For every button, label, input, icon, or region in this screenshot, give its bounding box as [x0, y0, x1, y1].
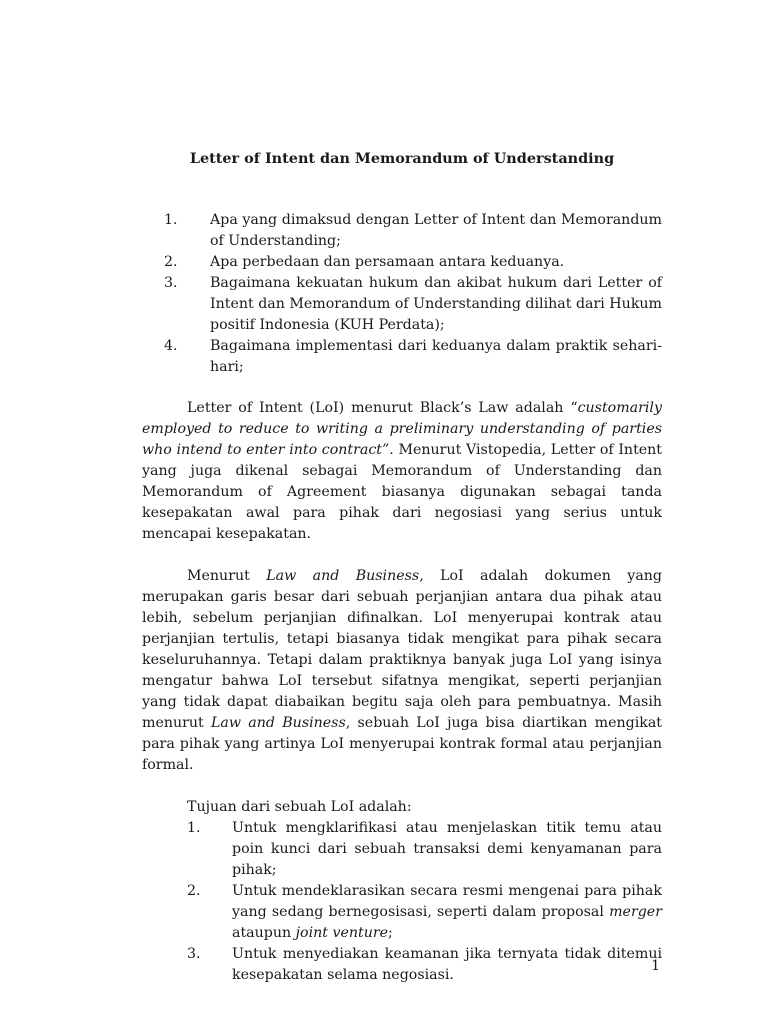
page-number: 1 — [651, 958, 660, 974]
paragraph-text: Menurut — [187, 568, 267, 584]
question-item — [142, 273, 662, 336]
goals-list — [142, 818, 662, 986]
goal-number: 1. — [187, 820, 201, 836]
goal-item — [142, 818, 662, 881]
question-item — [142, 252, 662, 273]
goal-number: 3. — [187, 946, 201, 962]
question-number: 2. — [164, 254, 178, 270]
question-number: 1. — [164, 212, 178, 228]
question-list — [142, 210, 662, 378]
goal-item — [142, 881, 662, 944]
goal-item — [142, 944, 662, 986]
question-text: Bagaimana kekuatan hukum dan akibat hukum dari Letter of Intent dan Memorandum of Understanding dilihat dari Hukum positif Indonesia (KUH Perdata); — [210, 275, 663, 333]
source-citation: Law and Business — [211, 715, 346, 731]
goal-number: 2. — [187, 883, 201, 899]
blacks-law-quote: customarily employed to reduce to writing a preliminary understanding of parties who intend to enter into contract”. — [142, 400, 662, 458]
goal-text: Untuk menyediakan keamanan jika ternyata tidak ditemui kesepakatan selama negosiasi. — [232, 946, 662, 983]
page-content — [142, 148, 662, 986]
document-title: Letter of Intent dan Memorandum of Understanding — [189, 150, 615, 167]
goals-intro: Tujuan dari sebuah LoI adalah: — [187, 799, 412, 815]
paragraph-text: Letter of Intent (LoI) menurut Black’s Law adalah “ — [187, 400, 578, 416]
question-text: Apa perbedaan dan persamaan antara keduanya. — [210, 254, 565, 270]
paragraph-text: , sebuah LoI juga bisa diartikan mengikat para pihak yang artinya LoI menyerupai kontrak formal atau perjanjian formal. — [142, 715, 662, 773]
question-number: 3. — [164, 275, 178, 291]
merger-term: merger — [609, 904, 662, 920]
paragraph-blacks-law — [142, 398, 662, 545]
question-text: Bagaimana implementasi dari keduanya dalam praktik sehari-hari; — [210, 338, 662, 375]
goal-text-part: Untuk mendeklarasikan secara resmi mengenai para pihak yang sedang bernegosisasi, seperti dalam proposal — [232, 883, 662, 920]
goal-text: Untuk mengklarifikasi atau menjelaskan titik temu atau poin kunci dari sebuah transaksi demi kenyamanan para pihak; — [232, 820, 662, 878]
question-item — [142, 210, 662, 252]
goal-text — [232, 881, 662, 944]
goal-text-part: ; — [388, 925, 393, 941]
question-number: 4. — [164, 338, 178, 354]
question-text: Apa yang dimaksud dengan Letter of Intent dan Memorandum of Understanding; — [210, 212, 662, 249]
paragraph-text: , LoI adalah dokumen yang merupakan garis besar dari sebuah perjanjian antara dua pihak atau lebih, sebelum perjanjian difinalkan. LoI menyerupai kontrak atau perjanjian tertulis, tetapi biasanya tidak mengikat para pihak secara keseluruhannya. Tetapi dalam praktiknya banyak juga LoI yang isinya mengatur bahwa LoI tersebut sifatnya mengikat, seperti perjanjian yang tidak dapat diabaikan begitu saja oleh para pembuatnya. Masih menurut — [142, 568, 662, 731]
joint-venture-term: joint venture — [295, 925, 389, 941]
paragraph-law-and-business — [142, 566, 662, 776]
question-item — [142, 336, 662, 378]
goal-text-part: ataupun — [232, 925, 296, 941]
source-citation: Law and Business — [266, 568, 420, 584]
paragraph-text: Menurut Vistopedia, Letter of Intent yang juga dikenal sebagai Memorandum of Understanding dan Memorandum of Agreement biasanya digunakan sebagai tanda kesepakatan awal para pihak dari negosiasi yang serius untuk mencapai kesepakatan. — [142, 442, 662, 542]
